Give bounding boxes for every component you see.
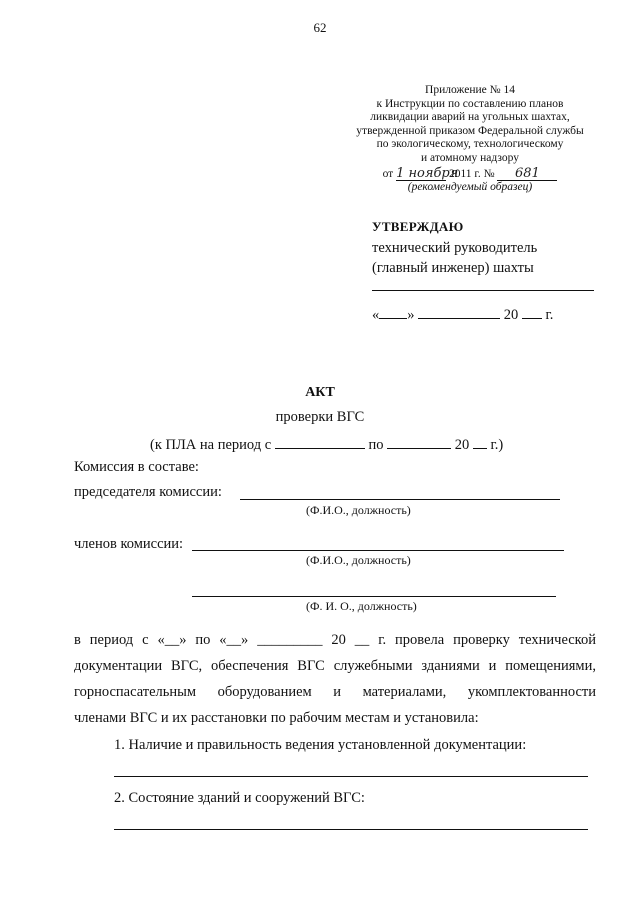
date-prefix: от xyxy=(382,167,394,180)
period-prefix: (к ПЛА на период с xyxy=(150,437,272,453)
chairman-caption: (Ф.И.О., должность) xyxy=(306,503,411,517)
item-documentation-line xyxy=(114,776,588,777)
day-blank xyxy=(379,304,407,319)
paragraph-line: в период с «__» по «__» _________ 20 __ г. провела проверку технической xyxy=(74,632,596,648)
quote-close: » xyxy=(407,307,415,323)
paragraph-line: горноспасательным оборудованием и материалами, укомплектованности xyxy=(74,684,596,700)
members-line xyxy=(192,550,564,551)
approval-title: УТВЕРЖДАЮ xyxy=(372,219,464,234)
approval-position-line2: (главный инженер) шахты xyxy=(372,260,534,276)
findings-paragraph xyxy=(74,627,596,731)
period-suffix: г.) xyxy=(490,437,504,453)
period-to: по xyxy=(368,437,384,453)
appendix-line: и атомному надзору xyxy=(421,151,519,164)
members-caption-2: (Ф. И. О., должность) xyxy=(306,599,417,613)
recommended-sample-note: (рекомендуемый образец) xyxy=(407,181,533,194)
item-buildings-line xyxy=(114,829,588,830)
act-title: АКТ xyxy=(305,385,335,400)
appendix-line: по экологическому, технологическому xyxy=(376,138,564,151)
item-buildings: 2. Состояние зданий и сооружений ВГС: xyxy=(114,790,365,806)
quote-open: « xyxy=(372,307,380,323)
chairman-line xyxy=(240,499,560,500)
period-year: 20 xyxy=(454,437,470,453)
handwritten-date: 1 ноября xyxy=(396,165,459,181)
commission-label: Комиссия в составе: xyxy=(74,459,199,475)
period-year-blank xyxy=(473,434,487,449)
approval-date xyxy=(372,304,553,324)
item-documentation: 1. Наличие и правильность ведения установленной документации: xyxy=(114,737,527,753)
appendix-line: к Инструкции по составлению планов xyxy=(376,97,564,110)
members-label: членов комиссии: xyxy=(74,536,184,552)
year-prefix: 20 xyxy=(503,307,519,323)
act-period xyxy=(150,434,503,454)
paragraph-line: документации ВГС, обеспечения ВГС служебными зданиями и помещениями, xyxy=(74,658,596,674)
period-from-blank xyxy=(275,434,365,449)
members-caption: (Ф.И.О., должность) xyxy=(306,553,411,567)
month-blank xyxy=(418,304,500,319)
page-number: 62 xyxy=(313,20,327,35)
year-blank xyxy=(522,304,542,319)
approval-position-line1: технический руководитель xyxy=(372,240,538,256)
members-line-2 xyxy=(192,596,556,597)
date-year: 2011 г. № xyxy=(448,167,495,180)
approval-position xyxy=(372,238,537,278)
handwritten-number: 681 xyxy=(497,167,557,182)
chairman-label: председателя комиссии: xyxy=(74,484,222,500)
appendix-header xyxy=(352,84,588,195)
signature-line xyxy=(372,290,594,291)
appendix-line: Приложение № 14 xyxy=(425,84,515,96)
act-subtitle: проверки ВГС xyxy=(275,409,365,425)
paragraph-line: членами ВГС и их расстановки по рабочим местам и установила: xyxy=(74,710,479,726)
appendix-line: утвержденной приказом Федеральной службы xyxy=(356,124,584,137)
period-to-blank xyxy=(387,434,451,449)
year-suffix: г. xyxy=(545,307,554,323)
appendix-line: ликвидации аварий на угольных шахтах, xyxy=(370,111,570,124)
order-date-line xyxy=(352,167,588,182)
